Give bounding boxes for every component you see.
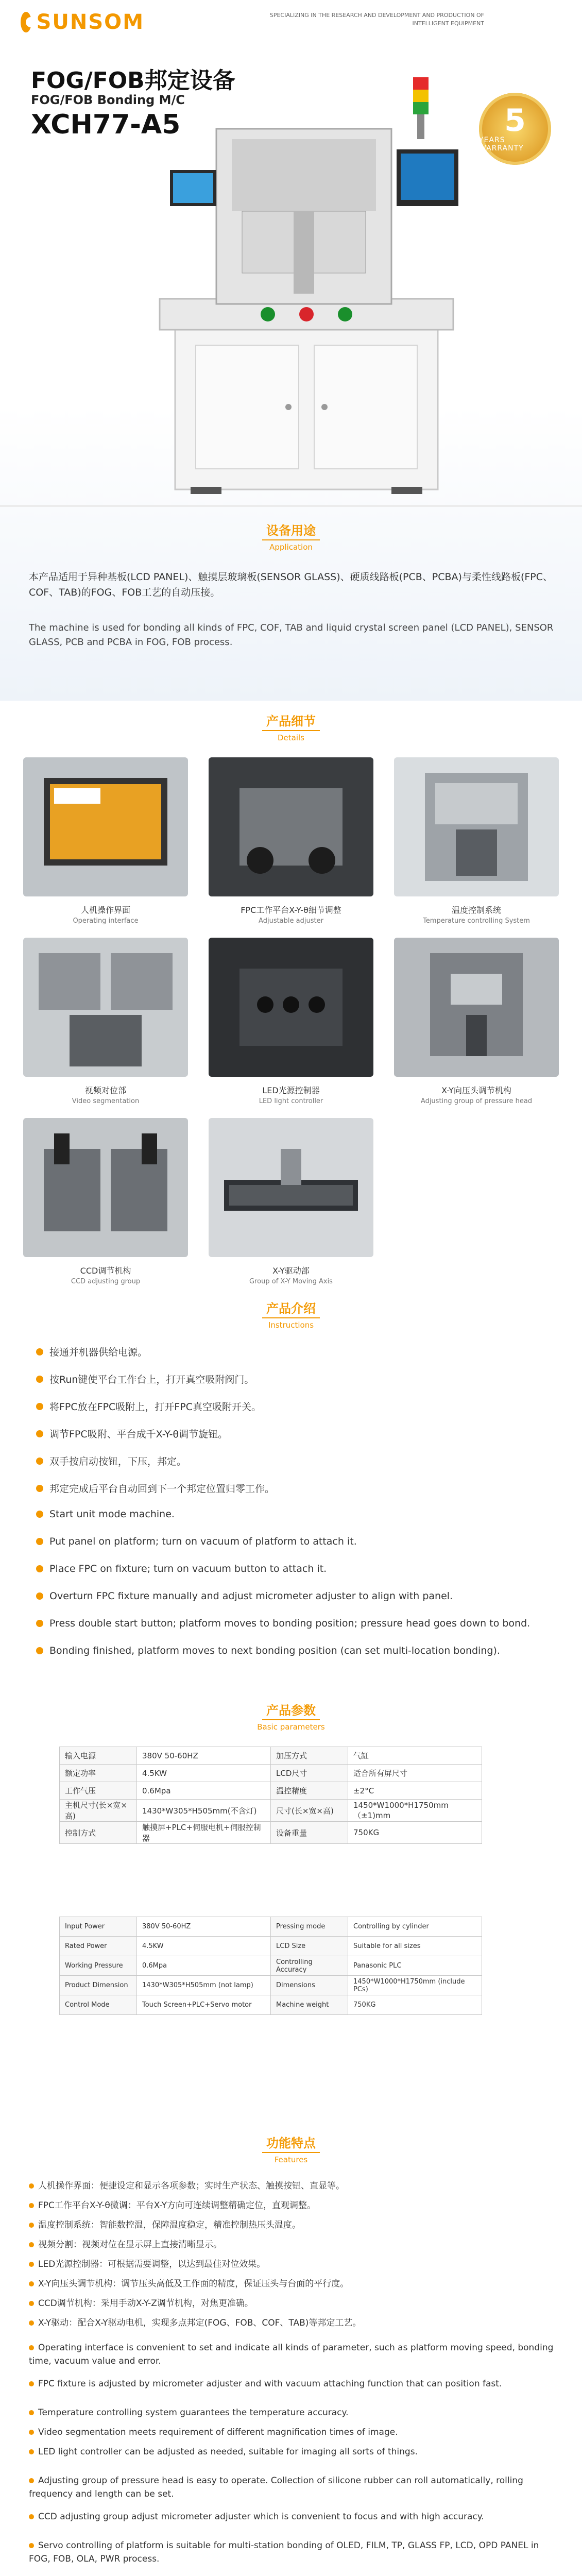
param-key: 主机尺寸(长×宽×高)	[60, 1800, 137, 1822]
parameters-table-en	[59, 1917, 482, 2015]
param-value: 气缸	[348, 1747, 482, 1765]
param-key: 加压方式	[271, 1747, 348, 1765]
feature-item	[29, 2510, 554, 2523]
param-key: 温控精度	[271, 1782, 348, 1800]
feature-item	[29, 2316, 554, 2330]
feature-text: Adjusting group of pressure head is easy to operate. Collection of silicone rubber can roll automatically, rolling frequency and length can be set.	[29, 2476, 523, 2499]
detail-label-en: Adjusting group of pressure head	[420, 1097, 533, 1105]
table-row	[60, 1995, 482, 2015]
instruction-item	[36, 1427, 551, 1440]
feature-item	[29, 2179, 554, 2193]
table-row	[60, 1976, 482, 1995]
bullet-icon	[29, 2514, 34, 2519]
param-value: 1450*W1000*H1750mm（±1)mm	[348, 1800, 482, 1822]
param-value: 4.5KW	[137, 1765, 271, 1782]
feature-text: 人机操作界面：便捷设定和显示各项参数；实时生产状态、触摸按钮、直显等。	[38, 2181, 345, 2191]
bullet-icon	[29, 2449, 34, 2454]
feature-text: Servo controlling of platform is suitable for multi-station bonding of OLED, FILM, TP, GLASS FP, LCD, OPD PANEL in FOG, FOB, OLA, PWR process.	[29, 2540, 539, 2564]
pressure-head-photo	[394, 938, 559, 1077]
param-key: Machine weight	[271, 1995, 348, 2015]
feature-item	[29, 2445, 554, 2459]
instruction-item	[36, 1399, 551, 1413]
bullet-icon	[36, 1538, 43, 1545]
feature-text: FPC fixture is adjusted by micrometer adjuster and with vacuum attaching function that can position fast.	[38, 2379, 502, 2389]
instruction-text: 调节FPC吸附、平台成千X-Y-θ调节旋钮。	[49, 1429, 228, 1440]
detail-label-cn: X-Y驱动部	[272, 1266, 310, 1276]
instruction-item	[36, 1345, 551, 1359]
logo-text: SUNSOM	[36, 10, 144, 34]
table-row	[60, 1800, 482, 1822]
bullet-icon	[29, 2381, 34, 2386]
bullet-icon	[36, 1620, 43, 1627]
features-title-en: Features	[274, 2155, 308, 2164]
parameters-section	[0, 1690, 582, 2133]
feature-item	[29, 2238, 554, 2251]
instructions-section	[0, 1288, 582, 1690]
param-key: Working Pressure	[60, 1956, 137, 1976]
instructions-heading	[0, 1298, 582, 1330]
bullet-icon	[29, 2242, 34, 2247]
param-key: Control Mode	[60, 1995, 137, 2015]
param-key: Input Power	[60, 1917, 137, 1937]
instruction-item	[36, 1536, 551, 1547]
instruction-text: 按Run键使平台工作台上，打开真空吸附阀门。	[49, 1374, 254, 1385]
brand-logo	[21, 7, 144, 37]
instruction-text: Start unit mode machine.	[49, 1509, 175, 1520]
detail-card	[209, 757, 373, 925]
table-row	[60, 1937, 482, 1956]
detail-label-en: CCD adjusting group	[71, 1278, 141, 1285]
feature-text: CCD调节机构：采用手动X-Y-Z调节机构，对焦更准确。	[38, 2298, 253, 2309]
parameters-table-cn	[59, 1747, 482, 1844]
bullet-icon	[36, 1430, 43, 1437]
instruction-item	[36, 1590, 551, 1602]
bullet-icon	[29, 2301, 34, 2306]
feature-item	[29, 2377, 554, 2391]
param-key: Pressing mode	[271, 1917, 348, 1937]
feature-item	[29, 2277, 554, 2291]
detail-label-en: Temperature controlling System	[423, 917, 530, 925]
detail-card	[394, 757, 559, 925]
instruction-item	[36, 1509, 551, 1520]
feature-item	[29, 2539, 554, 2566]
instruction-text: Press double start button; platform moves to bonding position; pressure head goes down to bond.	[49, 1618, 530, 1629]
product-model: XCH77-A5	[31, 109, 181, 140]
detail-label-en: Adjustable adjuster	[259, 917, 323, 925]
param-value: ±2°C	[348, 1782, 482, 1800]
param-value: 750KG	[348, 1995, 482, 2015]
features-section	[0, 2133, 582, 2576]
param-value: 0.6Mpa	[137, 1956, 271, 1976]
instruction-text: Place FPC on fixture; turn on vacuum button to attach it.	[49, 1563, 327, 1574]
bullet-icon	[29, 2430, 34, 2435]
instruction-text: 接通并机器供给电源。	[49, 1347, 148, 1358]
brand-tagline: SPECIALIZING IN THE RESEARCH AND DEVELOPMENT AND PRODUCTION OF INTELLIGENT EQUIPMENT	[269, 12, 484, 27]
detail-label-cn: CCD调节机构	[80, 1266, 131, 1276]
application-heading	[0, 520, 582, 552]
instructions-title-cn: 产品介绍	[262, 1298, 320, 1318]
table-row	[60, 1765, 482, 1782]
feature-text: FPC工作平台X-Y-θ微调：平台X-Y方向可连续调整精确定位，直观调整。	[38, 2200, 316, 2211]
instruction-text: Bonding finished, platform moves to next bonding position (can set multi-location bonding).	[49, 1645, 500, 1656]
bullet-icon	[36, 1458, 43, 1465]
feature-item	[29, 2297, 554, 2310]
instruction-text: 邦定完成后平台自动回到下一个邦定位置归零工作。	[49, 1483, 275, 1495]
application-title-en: Application	[269, 543, 313, 552]
bullet-icon	[29, 2410, 34, 2415]
feature-text: LED light controller can be adjusted as needed, suitable for imaging all sorts of things.	[38, 2447, 418, 2457]
instruction-item	[36, 1563, 551, 1574]
application-text-en: The machine is used for bonding all kinds of FPC, COF, TAB and liquid crystal screen panel (LCD PANEL), SENSOR GLASS, PCB and PCBA in FOG, FOB process.	[29, 622, 554, 648]
product-title-cn: FOG/FOB邦定设备	[31, 67, 235, 94]
detail-label-en: Video segmentation	[72, 1097, 140, 1105]
details-section	[0, 701, 582, 1288]
param-value: 适合所有屏尺寸	[348, 1765, 482, 1782]
bonding-machine-image	[139, 57, 474, 500]
detail-label-cn: LED光源控制器	[262, 1086, 320, 1095]
application-title-cn: 设备用途	[262, 520, 320, 540]
instruction-text: Put panel on platform; turn on vacuum of platform to attach it.	[49, 1536, 357, 1547]
bullet-icon	[29, 2478, 34, 2483]
param-value: 380V 50-60HZ	[137, 1917, 271, 1937]
param-key: 设备重量	[271, 1822, 348, 1844]
bullet-icon	[36, 1485, 43, 1492]
param-value: 触摸屏+PLC+伺服电机+伺服控制器	[137, 1822, 271, 1844]
bullet-icon	[29, 2223, 34, 2228]
table-row	[60, 1822, 482, 1844]
instruction-text: Overturn FPC fixture manually and adjust micrometer adjuster to align with panel.	[49, 1590, 453, 1602]
features-heading	[0, 2133, 582, 2164]
feature-item	[29, 2218, 554, 2232]
param-value: 1450*W1000*H1750mm (include PCs)	[348, 1976, 482, 1995]
details-title-en: Details	[277, 733, 304, 742]
bullet-icon	[36, 1647, 43, 1654]
param-value: 4.5KW	[137, 1937, 271, 1956]
warranty-years: 5	[504, 103, 526, 139]
bullet-icon	[29, 2203, 34, 2208]
param-key: 尺寸(长×宽×高)	[271, 1800, 348, 1822]
instruction-item	[36, 1372, 551, 1386]
xy-moving-axis-photo	[209, 1118, 373, 1257]
param-key: 输入电源	[60, 1747, 137, 1765]
led-controller-photo	[209, 938, 373, 1077]
param-key: LCD尺寸	[271, 1765, 348, 1782]
feature-item	[29, 2474, 554, 2501]
feature-text: 温度控制系统：智能数控温，保障温度稳定，精准控制热压头温度。	[38, 2220, 301, 2230]
instruction-text: 将FPC放在FPC吸附上，打开FPC真空吸附开关。	[49, 1401, 261, 1413]
feature-text: Temperature controlling system guarantees the temperature accuracy.	[38, 2408, 349, 2418]
instruction-item	[36, 1481, 551, 1495]
ccd-group-photo	[23, 1118, 188, 1257]
feature-text: Operating interface is convenient to set and indicate all kinds of parameter, such as platform moving speed, bonding time, vacuum value and error.	[29, 2343, 554, 2366]
detail-label-en: Operating interface	[73, 917, 139, 925]
details-heading	[0, 711, 582, 742]
bullet-icon	[29, 2345, 34, 2350]
parameters-title-en: Basic parameters	[257, 1722, 325, 1732]
table-row	[60, 1782, 482, 1800]
bullet-icon	[36, 1403, 43, 1410]
feature-item	[29, 2406, 554, 2419]
param-value: Controlling by cylinder	[348, 1917, 482, 1937]
video-segmentation-photo	[23, 938, 188, 1077]
temperature-system-photo	[394, 757, 559, 896]
feature-item	[29, 2426, 554, 2439]
detail-card	[23, 757, 188, 925]
param-key: 额定功率	[60, 1765, 137, 1782]
instruction-item	[36, 1645, 551, 1656]
instructions-title-en: Instructions	[268, 1320, 314, 1330]
detail-label-cn: 温度控制系统	[451, 905, 501, 915]
adjuster-photo	[209, 757, 373, 896]
param-value: 1430*W305*H505mm(不含灯)	[137, 1800, 271, 1822]
feature-text: Video segmentation meets requirement of different magnification times of image.	[38, 2427, 398, 2437]
detail-label-cn: 人机操作界面	[80, 905, 130, 915]
param-key: LCD Size	[271, 1937, 348, 1956]
param-value: Touch Screen+PLC+Servo motor	[137, 1995, 271, 2015]
feature-text: X-Y驱动：配合X-Y驱动电机，实现多点邦定(FOG、FOB、COF、TAB)等邦定工艺。	[38, 2318, 362, 2328]
bullet-icon	[36, 1565, 43, 1572]
table-row	[60, 1956, 482, 1976]
detail-card	[394, 938, 559, 1105]
divider	[0, 505, 582, 507]
sunsom-logo-icon	[21, 12, 31, 32]
param-value: 0.6Mpa	[137, 1782, 271, 1800]
feature-text: 视频分割：视频对位在显示屏上直接清晰显示。	[38, 2240, 222, 2250]
bullet-icon	[29, 2320, 34, 2326]
details-title-cn: 产品细节	[262, 711, 320, 731]
detail-label-cn: 视频对位部	[84, 1086, 126, 1095]
detail-label-en: LED light controller	[259, 1097, 323, 1105]
bullet-icon	[29, 2183, 34, 2189]
param-key: 控制方式	[60, 1822, 137, 1844]
parameters-title-cn: 产品参数	[262, 1700, 320, 1720]
instruction-item	[36, 1618, 551, 1629]
param-value: Panasonic PLC	[348, 1956, 482, 1976]
param-value: 1430*W305*H505mm (not lamp)	[137, 1976, 271, 1995]
param-key: 工作气压	[60, 1782, 137, 1800]
warranty-badge	[479, 93, 551, 165]
bullet-icon	[36, 1376, 43, 1383]
detail-label-cn: X-Y向压头调节机构	[441, 1086, 511, 1095]
product-title-en: FOG/FOB Bonding M/C	[31, 93, 185, 107]
detail-card	[209, 938, 373, 1105]
detail-label-en: Group of X-Y Moving Axis	[249, 1278, 333, 1285]
detail-card	[209, 1118, 373, 1285]
instruction-item	[36, 1454, 551, 1468]
feature-item	[29, 2258, 554, 2271]
bullet-icon	[36, 1511, 43, 1518]
feature-text: X-Y向压头调节机构：调节压头高低及工作面的精度，保证压头与台面的平行度。	[38, 2279, 349, 2289]
feature-item	[29, 2341, 554, 2368]
features-title-cn: 功能特点	[262, 2133, 320, 2153]
feature-item	[29, 2199, 554, 2212]
feature-text: CCD adjusting group adjust micrometer adjuster which is convenient to focus and with high accuracy.	[38, 2512, 484, 2522]
detail-card	[23, 938, 188, 1105]
param-value: 750KG	[348, 1822, 482, 1844]
warranty-text: YEARS WARRANTY	[479, 136, 524, 152]
param-key: Dimensions	[271, 1976, 348, 1995]
detail-card	[23, 1118, 188, 1285]
param-value: 380V 50-60HZ	[137, 1747, 271, 1765]
param-key: Rated Power	[60, 1937, 137, 1956]
table-row	[60, 1747, 482, 1765]
feature-text: LED光源控制器：可根据需要调整，以达到最佳对位效果。	[38, 2259, 266, 2269]
bullet-icon	[36, 1592, 43, 1600]
instruction-text: 双手按启动按钮，下压，邦定。	[49, 1456, 187, 1467]
parameters-heading	[0, 1700, 582, 1732]
bullet-icon	[29, 2262, 34, 2267]
operating-interface-photo	[23, 757, 188, 896]
detail-label-cn: FPC工作平台X-Y-θ细节调整	[241, 905, 341, 915]
bullet-icon	[36, 1348, 43, 1355]
param-key: Controlling Accuracy	[271, 1956, 348, 1976]
param-key: Product Dimension	[60, 1976, 137, 1995]
hero-section	[0, 0, 582, 701]
bullet-icon	[29, 2281, 34, 2286]
table-row	[60, 1917, 482, 1937]
param-value: Suitable for all sizes	[348, 1937, 482, 1956]
application-text-cn: 本产品适用于异种基板(LCD PANEL)、触摸层玻璃板(SENSOR GLASS)、硬质线路板(PCB、PCBA)与柔性线路板(FPC、COF、TAB)的FOG、FOB工艺的自动压接。	[29, 571, 553, 598]
bullet-icon	[29, 2543, 34, 2548]
